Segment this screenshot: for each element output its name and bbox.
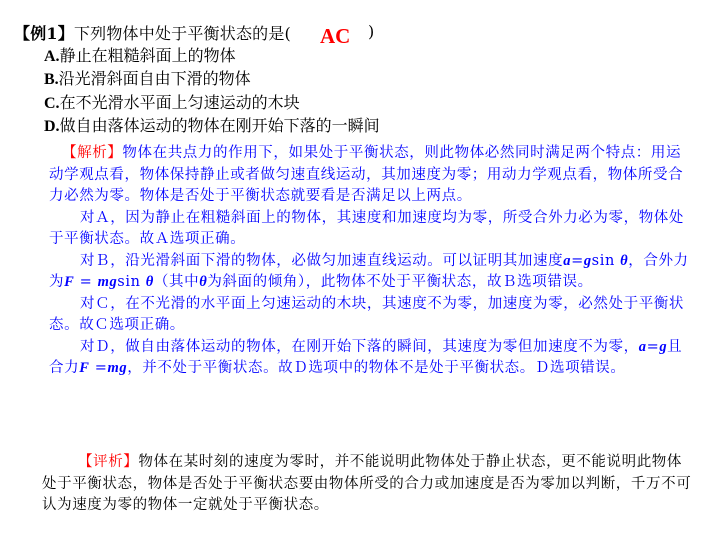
options-list (44, 44, 380, 137)
analysis-block (49, 143, 695, 380)
analysis-option-c: 对Ｃ，在不光滑的水平面上匀速运动的木块，其速度不为零，加速度为零，必然处于平衡状态。故Ｃ选项正确。 (49, 295, 684, 333)
question-title (14, 21, 291, 44)
analysis-option-a: 对Ａ，因为静止在粗糙斜面上的物体，其速度和加速度均为零，所受合外力必为零，物体处于平衡状态。故Ａ选项正确。 (49, 209, 684, 247)
analysis-intro: 【解析】物体在共点力的作用下，如果处于平衡状态，则此物体必然同时满足两个特点：用运动学观点看，物体保持静止或者做匀速直线运动，其加速度为零；用动力学观点看，物体所受合力必然为零。物体是否处于平衡状态就要看是否满足以上两点。 (49, 145, 684, 204)
option-a: A.静止在粗糙斜面上的物体 (44, 46, 236, 65)
comment-block: 【评析】物体在某时刻的速度为零时，并不能说明此物体处于静止状态，更不能说明此物体处于平衡状态，物体是否处于平衡状态要由物体所受的合力或加速度是否为零加以判断，千万不可认为速度为零的物体一定就处于平衡状态。 (42, 454, 692, 513)
analysis-tag: 【解析】 (62, 145, 123, 161)
question-prefix: 【例1】 (14, 24, 74, 43)
option-b: B.沿光滑斜面自由下滑的物体 (44, 69, 251, 89)
option-c: C.在不光滑水平面上匀速运动的木块 (44, 92, 300, 112)
comment-tag: 【评析】 (78, 454, 139, 470)
analysis-option-d: 对Ｄ，做自由落体运动的物体，在刚开始下落的瞬间，其速度为零但加速度不为零，a=g且合力F =mg，并不处于平衡状态。故Ｄ选项中的物体不是处于平衡状态。Ｄ选项错误。 (49, 338, 683, 376)
answer-label: AC (320, 24, 351, 48)
question-text: 下列物体中处于平衡状态的是( (73, 24, 291, 43)
option-d: D.做自由落体运动的物体在刚开始下落的一瞬间 (44, 115, 380, 135)
question-close-paren: ) (368, 22, 375, 41)
analysis-option-b: 对Ｂ，沿光滑斜面下滑的物体，必做匀加速直线运动。可以证明其加速度a=gsin θ，合外力为F = mgsin θ（其中θ为斜面的倾角），此物体不处于平衡状态，故Ｂ选项错误。 (49, 252, 689, 290)
